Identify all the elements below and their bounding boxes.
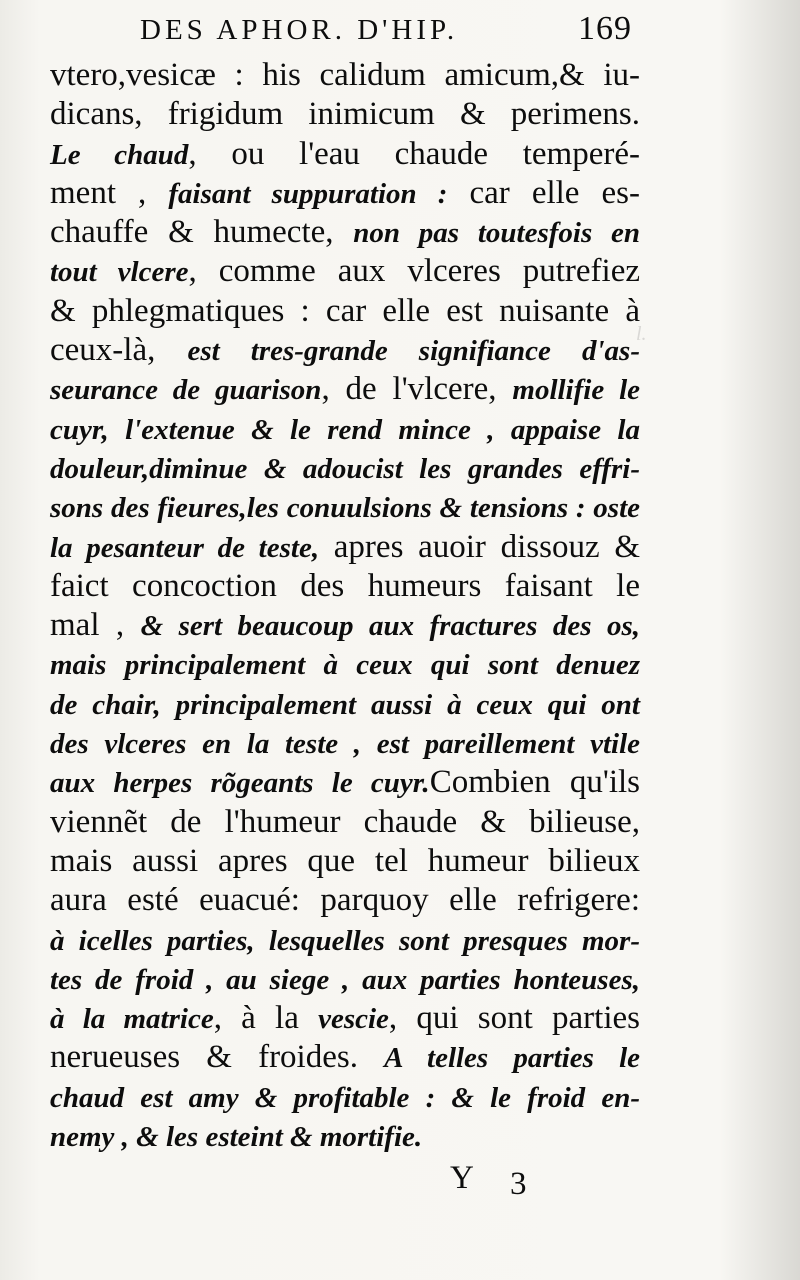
italic-text-run: faisant suppuration : (168, 177, 448, 210)
italic-text-run: cuyr, l'extenue & le rend mince , appaise la (50, 413, 640, 446)
body-text (50, 56, 640, 1156)
text-line (50, 803, 640, 842)
text-line (50, 331, 640, 370)
italic-text-run: Le chaud (50, 138, 189, 171)
roman-text-run: Combien qu'ils (429, 764, 640, 801)
italic-text-run: à icelles parties, lesquelles sont presques mor- (50, 924, 640, 957)
roman-text-run: dicans, frigidum inimicum & perimens. (50, 96, 640, 133)
roman-text-run: ment , (50, 174, 169, 211)
roman-text-run: , de l'vlcere, (321, 371, 513, 408)
signature-mark (440, 1160, 560, 1200)
roman-text-run: apres auoir dissouz & (319, 528, 640, 565)
roman-text-run: nerueuses & froides. (50, 1039, 385, 1076)
text-line (50, 135, 640, 174)
text-line (50, 95, 640, 134)
text-line (50, 292, 640, 331)
roman-text-run: faict concoction des humeurs faisant le (50, 567, 640, 604)
italic-text-run: douleur,diminue & adoucist les grandes effri- (50, 452, 640, 485)
bleed-through-text: l. (636, 323, 647, 345)
text-line (50, 842, 640, 881)
text-line (50, 370, 640, 409)
text-line (50, 56, 640, 95)
italic-text-run: est tres-grande signifiance d'as- (187, 335, 640, 368)
roman-text-run: aura esté euacué: parquoy elle refrigere: (50, 882, 640, 919)
roman-text-run: vtero,vesicæ : his calidum amicum,& iu- (50, 57, 640, 93)
text-line (50, 606, 640, 645)
text-line (50, 1117, 640, 1156)
italic-text-run: chaud est amy & profitable : & le froid en- (50, 1081, 640, 1114)
italic-text-run: à la matrice (50, 1003, 214, 1036)
text-line (50, 213, 640, 252)
text-line (50, 252, 640, 291)
italic-text-run: tout vlcere (50, 256, 189, 289)
italic-text-run: tes de froid , au siege , aux parties honteuses, (50, 963, 640, 996)
roman-text-run: ceux-là, (50, 332, 188, 369)
italic-text-run: nemy , & les esteint & mortifie. (50, 1121, 423, 1154)
italic-text-run: A telles parties le (384, 1042, 640, 1075)
text-line (50, 724, 640, 763)
italic-text-run: la pesanteur de teste, (50, 531, 320, 564)
text-line (50, 685, 640, 724)
roman-text-run: mal , (50, 607, 141, 644)
text-line (50, 410, 640, 449)
running-title: DES APHOR. D'HIP. (140, 14, 459, 46)
text-line (50, 1078, 640, 1117)
page-number: 169 (578, 10, 632, 47)
italic-text-run: vescie (318, 1003, 389, 1036)
signature-number: 3 (510, 1166, 527, 1202)
italic-text-run: non pas toutesfois en (353, 217, 640, 250)
roman-text-run: , comme aux vlceres putrefiez (188, 253, 640, 290)
text-line (50, 763, 640, 802)
text-line (50, 449, 640, 488)
text-line (50, 567, 640, 606)
text-line (50, 174, 640, 213)
text-line (50, 488, 640, 527)
text-line (50, 645, 640, 684)
italic-text-run: & sert beaucoup aux fractures des os, (140, 610, 640, 643)
text-line (50, 999, 640, 1038)
roman-text-run: mais aussi apres que tel humeur bilieux (50, 842, 640, 879)
italic-text-run: mais principalement à ceux qui sont denuez (50, 649, 640, 682)
text-line (50, 881, 640, 920)
text-line (50, 921, 640, 960)
italic-text-run: de chair, principalement aussi à ceux qui ont (50, 688, 640, 721)
text-line (50, 528, 640, 567)
italic-text-run: aux herpes rõgeants le cuyr. (50, 767, 430, 800)
running-header (140, 10, 640, 54)
roman-text-run: car elle es- (447, 174, 640, 211)
signature-letter: Y (450, 1160, 474, 1196)
text-line (50, 960, 640, 999)
italic-text-run: seurance de guarison (50, 374, 322, 407)
roman-text-run: , ou l'eau chaude temperé- (188, 135, 640, 172)
italic-text-run: mollifie le (512, 374, 640, 407)
roman-text-run: chauffe & humecte, (50, 214, 354, 251)
roman-text-run: , à la (213, 1000, 319, 1037)
roman-text-run: & phlegmatiques : car elle est nuisante à (50, 292, 640, 329)
roman-text-run: viennẽt de l'humeur chaude & bilieuse, (50, 803, 640, 840)
italic-text-run: sons des fieures,les conuulsions & tensions : oste (50, 492, 640, 525)
text-line (50, 1038, 640, 1077)
italic-text-run: des vlceres en la teste , est pareillement vtile (50, 728, 640, 761)
roman-text-run: , qui sont parties (388, 1000, 640, 1037)
